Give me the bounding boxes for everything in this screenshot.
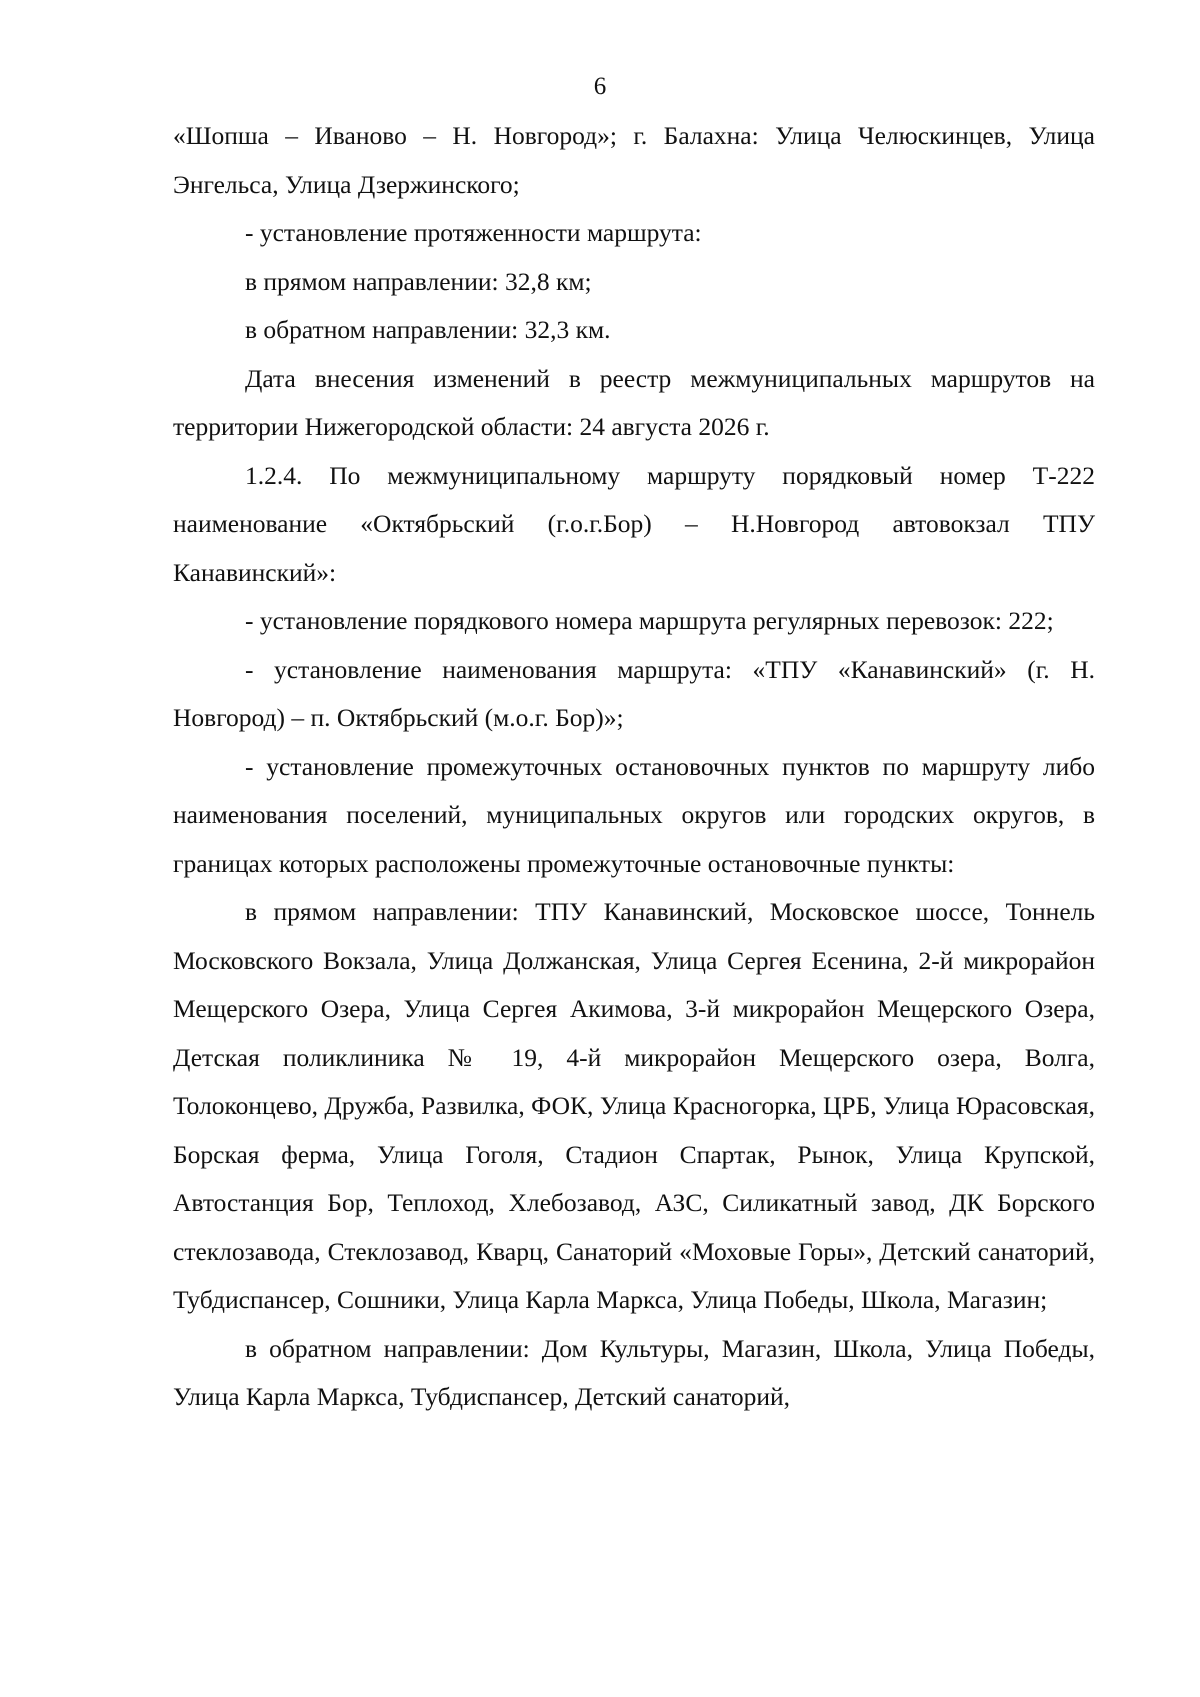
paragraph-forward-length: в прямом направлении: 32,8 км; bbox=[245, 266, 592, 296]
document-body bbox=[173, 112, 1095, 1422]
paragraph-length-heading: - установление протяженности маршрута: bbox=[245, 218, 702, 247]
paragraph-section-1-2-4: 1.2.4. По межмуниципальному маршруту порядковый номер Т-222 наименование «Октябрьский (г.о.г.Бор) – Н.Новгород автовокзал ТПУ Канавинский»: bbox=[173, 460, 1095, 587]
paragraph-registry-date: Дата внесения изменений в реестр межмуниципальных маршрутов на территории Нижегородской области: 24 августа 2026 г. bbox=[173, 363, 1095, 441]
paragraph-return-length: в обратном направлении: 32,3 км. bbox=[245, 315, 611, 344]
paragraph-forward-stops: в прямом направлении: ТПУ Канавинский, Московское шоссе, Тоннель Московского Вокзала, Улица Должанская, Улица Сергея Есенина, 2-й микрорайон Мещерского Озера, Улица Сергея Акимова, 3-й микрорайон Мещерского Озера, Детская поликлиника № 19, 4-й микрорайон Мещерского озера, Волга, Толоконцево, Дружба, Развилка, ФОК, Улица Красногорка, ЦРБ, Улица Юрасовская, Борская ферма, Улица Гоголя, Стадион Спартак, Рынок, Улица Крупской, Автостанция Бор, Теплоход, Хлебозавод, АЗС, Силикатный завод, ДК Борского стеклозавода, Стеклозавод, Кварц, Санаторий «Моховые Горы», Детский санаторий, Тубдиспансер, Сошники, Улица Карла Маркса, Улица Победы, Школа, Магазин; bbox=[173, 897, 1095, 1314]
paragraph-intermediate-stops-heading: - установление промежуточных остановочных пунктов по маршруту либо наименования поселений, муниципальных округов или городских округов, в границах которых расположены промежуточные остановочные пункты: bbox=[173, 751, 1095, 878]
paragraph-route-name: - установление наименования маршрута: «ТПУ «Канавинский» (г. Н. Новгород) – п. Октябрьский (м.о.г. Бор)»; bbox=[173, 654, 1095, 732]
page-number: 6 bbox=[593, 73, 607, 100]
paragraph-return-stops: в обратном направлении: Дом Культуры, Магазин, Школа, Улица Победы, Улица Карла Маркса, Тубдиспансер, Детский санаторий, bbox=[173, 1333, 1095, 1411]
paragraph-route-number: - установление порядкового номера маршрута регулярных перевозок: 222; bbox=[245, 606, 1054, 635]
paragraph-route-continuation: «Шопша – Иваново – Н. Новгород»; г. Балахна: Улица Челюскинцев, Улица Энгельса, Улица Дзержинского; bbox=[173, 121, 1095, 199]
